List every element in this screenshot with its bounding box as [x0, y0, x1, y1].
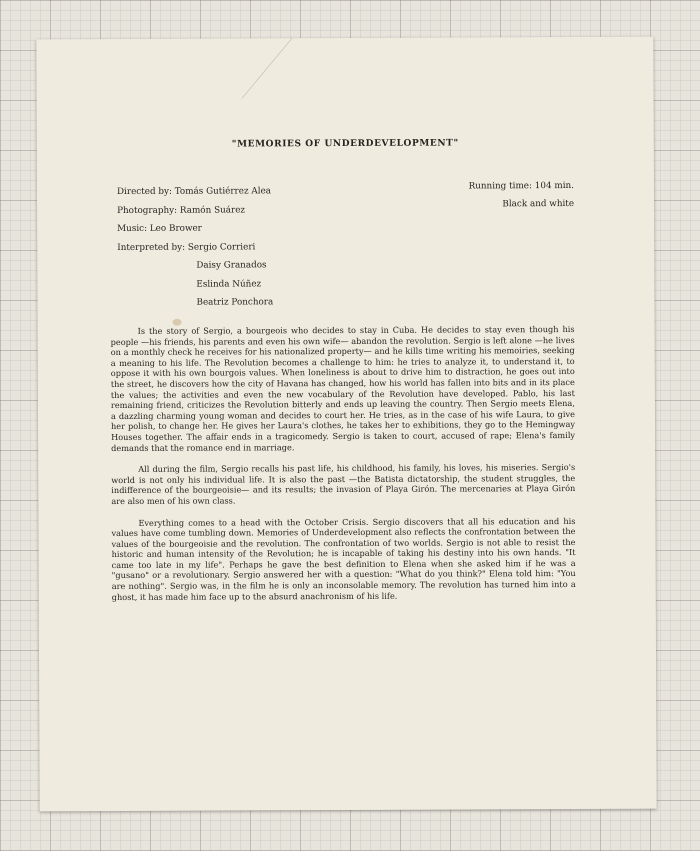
- credit-interpreted: Interpreted by: Sergio Corrieri: [117, 241, 256, 253]
- cast-member: Daisy Granados: [196, 260, 267, 271]
- running-time: Running time: 104 min.: [468, 181, 574, 192]
- cast-member: Eslinda Núñez: [196, 278, 262, 290]
- cast-member: Beatriz Ponchora: [196, 297, 274, 308]
- credits-block: [117, 182, 273, 312]
- paper-crease: [161, 38, 292, 99]
- color-format: Black and white: [502, 199, 575, 210]
- credit-photography: Photography: Ramón Suárez: [117, 204, 246, 216]
- synopsis-paragraph: All during the film, Sergio recalls his past life, his childhood, his family, his loves, his miseries. Sergio's world is not only his individual life. It is also the past —the Batista dictatorship, the student struggles, the indifference of the bourgeoisie— and its results; the invasion of Playa Girón. The mercenaries at Playa Girón are also men of his own class.: [111, 462, 576, 506]
- synopsis-paragraph: Is the story of Sergio, a bourgeois who decides to stay in Cuba. He decides to stay even though his people —his friends, his parents and even his own wife— abandon the revolution. Sergio is left alone —he lives on a monthly check he receives for his nationalized property— and he kills time writing his memoiries, seeking a meaning to his life. The Revolution becomes a challenge to him: he tries to analyze it, to understand it, to oppose it with his own bourgois values. When loneliness is about to drive him to distraction, he goes out into the street, he discovers how the city of Havana has changed, how his world has fallen into bits and in its place the values; the activities and even the new vocabulary of the Revolution have developed. Pablo, his last remaining friend, criticizes the Revolution bitterly and ends up leaving the country. Then Sergio meets Elena, a dazzling charming young woman and decides to court her. He tries, as in the case of his wife Laura, to give her polish, to change her. He gives her Laura's clothes, he takes her to exhibitions, they go to the Hemingway Houses together. The affair ends in a tragicomedy. Sergio is taken to court, accused of rape; Elena's family demands that the romance end in marriage.: [110, 324, 576, 453]
- runtime-block: [469, 177, 575, 213]
- credit-music: Music: Leo Brower: [117, 223, 202, 234]
- film-title: "MEMORIES OF UNDERDEVELOPMENT": [231, 138, 459, 150]
- synopsis-paragraph: Everything comes to a head with the October Crisis. Sergio discovers that all his education and his values have come tumbling down. Memories of Underdevelopment also reflects the confrontation between the values of the bourgeoisie and the revolution. The confrontation of two worlds. Sergio is not able to resist the historic and human intensity of the Revolution; he is incapable of taking his destiny into his own hands. "It came too late in my life". Perhaps he gave the best definition to Elena when she asked him if he was a "gusano" or a revolutionary. Sergio answered her with a question: "What do you think?" Elena told him: "You are nothing". Sergio was, in the film he is only an inconsolable memory. The revolution has turned him into a ghost, it has made him face up to the absurd anachronism of his life.: [111, 515, 576, 602]
- synopsis: [111, 324, 576, 613]
- paper-stain: [173, 319, 182, 326]
- document-page: [36, 37, 656, 812]
- credit-director: Directed by: Tomás Gutiérrez Alea: [116, 186, 272, 197]
